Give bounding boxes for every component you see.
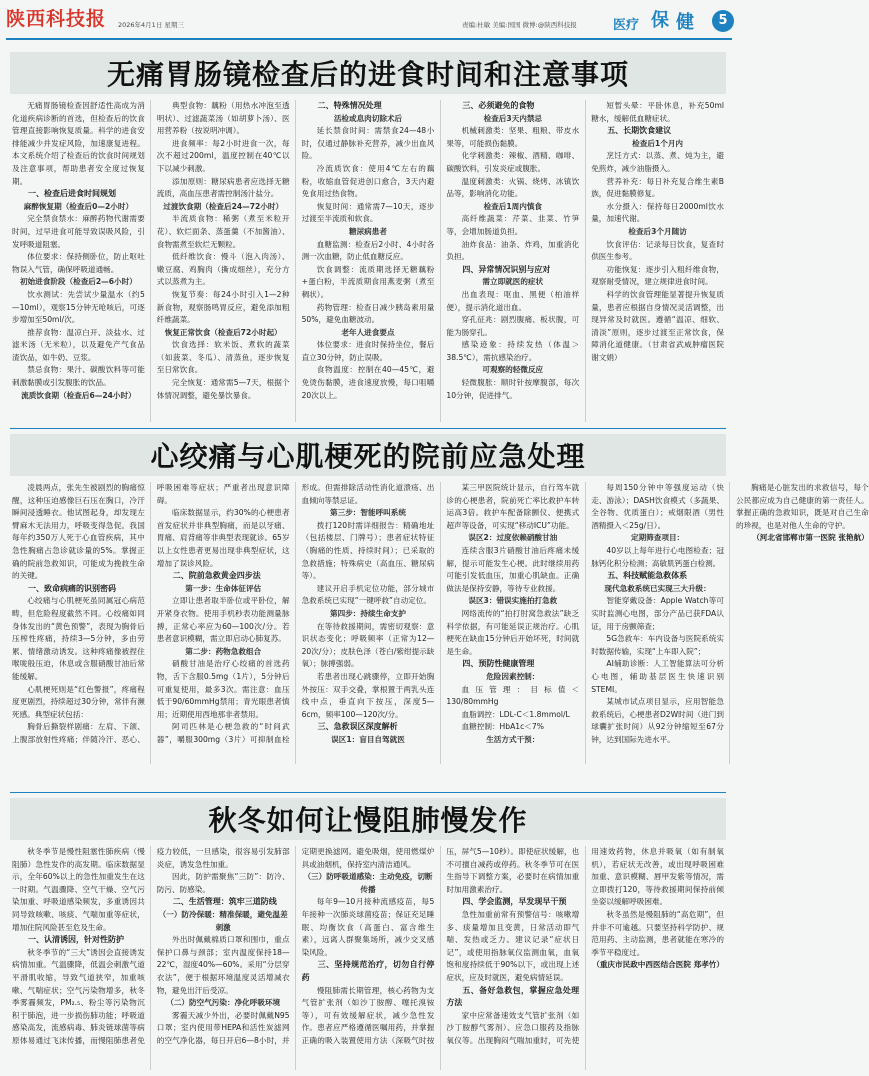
paragraph: 胸痛是心脏发出的求救信号，每个公民都应成为自己健康的第一责任人。掌握正确的急救知识，既是对自己生命的珍视，也是对他人生命的守护。 — [735, 483, 869, 530]
article1-title: 无痛胃肠镜检查后的进食时间和注意事项 — [106, 58, 629, 91]
paragraph: 心绞痛与心肌梗死虽同属冠心病范畴，但危险程度截然不同。心绞痛如同身体发出的“黄色预警”，表现为胸骨后压榨性疼痛，持续3—5分钟，多由劳累、情绪激动诱发。这种疼痛像被捏住喉咙般压迫，休息或含服硝酸甘油后常能缓解。 — [12, 596, 145, 681]
article2-title: 心绞痛与心肌梗死的院前应急处理 — [150, 440, 586, 473]
subheading: 第三步：智能呼叫系统 — [330, 508, 406, 518]
paragraph: 科学的饮食管理能显著提升恢复质量，患者应根据自身情况灵活调整，出现异常及时就医。遵循“温凉、细软、清淡”原则，逐步过渡至正常饮食，保障消化道健康。（甘肃省武威肿瘤医院 谢文娟） — [591, 289, 724, 362]
section-heading: 一、认清诱因，针对性防护 — [28, 935, 124, 945]
paragraph: 无痛胃肠镜检查因舒适性高成为消化道疾病诊断的首选，但检查后的饮食管理直接影响恢复质量。科学的进食安排能减少并发症风险，加速康复进程。本文系统介绍了检查后的饮食时间规划及注意事项，帮助患者安全度过恢复期。 — [12, 101, 145, 186]
section-heading: 五、长期饮食建议 — [607, 126, 672, 136]
paragraph: 体位要求：进食时保持坐位，餐后直立30分钟，防止误吸。 — [301, 340, 435, 362]
subheading: 糖尿病患者 — [349, 226, 387, 236]
paragraph: 化学刺激类：辣椒、酒精、咖啡、碳酸饮料，引发炎症或腹胀。 — [446, 151, 580, 173]
paragraph: 食物温度：控制在40—45℃，避免烫伤黏膜，进食速度放慢，每口咀嚼20次以上。 — [301, 365, 435, 400]
paragraph: 硝酸甘油是治疗心绞痛的首选药物，舌下含服0.5mg（1片），5分钟后可重复使用，最多3次。需注意：血压低于90/60mmHg禁用；青光眼患者慎用；近期使用西地那非者禁用。 — [156, 659, 290, 719]
header-rule — [6, 38, 732, 40]
paragraph: 网络流传的“拍打肘窝急救法”缺乏科学依据，有可能延误正规治疗。心肌梗死在缺血15分钟后开始坏死，时间就是生命。 — [446, 608, 580, 656]
section-heading: 五、科技赋能急救体系 — [607, 571, 688, 581]
paragraph: 机械刺激类：坚果、粗粮、带皮水果等，可能损伤黏膜。 — [446, 126, 580, 148]
page-header — [0, 0, 736, 38]
subheading: 检查后3天内禁忌 — [483, 113, 543, 123]
paragraph: 血脂调控：LDL-C＜1.8mmol/L — [461, 709, 570, 719]
paragraph: 秋冬季节的“三大”诱因会直接诱发病情加重。气温骤降，低温会刺激气道平滑肌收缩，导致气道狭窄，加重咳嗽、气喘症状；空气污染物增多，秋冬季雾霾频发，PM₂.₅、粉尘等污染物沉积于肺泡，进一步损伤肺功能；呼吸道感染高发，流感病毒、肺炎链球菌等病原体易通过飞沫传播，而慢阻肺患者免疫力较低，一旦感染，很容易引发肺部炎症，诱发急性加重。 — [12, 847, 290, 1045]
subheading: 检查后3个月随访 — [628, 226, 687, 236]
paragraph: 5G急救车：车内设备与医院系统实时数据传输，实现“上车即入院”； — [591, 634, 724, 656]
paragraph: 建议开启手机定位功能，部分城市急救系统已实现“一键呼救”自动定位。 — [301, 583, 435, 606]
paragraph: 饮食调整：流质期选择无糖藕粉+蛋白粉，半流质期食用燕麦粥（煮至稠状）。 — [301, 264, 435, 299]
paragraph: 每年9—10月接种流感疫苗，每5年接种一次肺炎球菌疫苗；保证充足睡眠、均衡饮食（高蛋白、富含维生素），远离人群聚集场所，减少交叉感染风险。 — [301, 897, 435, 957]
section-heading: 三、急救误区深度解析 — [317, 722, 398, 732]
paragraph: 水分摄入：保持每日2000ml饮水量，加速代谢。 — [591, 201, 724, 224]
section-heading: 四、学会监测，早发现早干预 — [462, 897, 567, 907]
subheading: 恢复正常饮食（检查后72小时起） — [164, 327, 282, 337]
paragraph: 秋冬季节是慢性阻塞性肺疾病（慢阻肺）急性发作的高发期。临床数据显示，全年60%以上的急性加重发生在这一时期。气温骤降、空气干燥、空气污染加重、呼吸道感染频发，多重诱因共同导致咳嗽、咳痰、气喘加重等症状，增加住院风险甚至危及生命。 — [12, 847, 145, 932]
paragraph: 短暂头晕：平卧休息，补充50ml糖水，缓解低血糖症状。 — [591, 101, 724, 123]
section-heading: 二、生活管理：筑牢三道防线 — [172, 897, 277, 907]
paragraph: 心肌梗死则是“红色警报”，疼痛程度更剧烈，持续超过30分钟，常伴有濒死感。典型症状包括： — [12, 684, 145, 719]
subheading: 生活方式干预： — [486, 734, 540, 744]
subheading: 初始进食阶段（检查后2—6小时） — [19, 277, 137, 287]
subheading: 第四步：持续生命支护 — [330, 608, 406, 618]
paragraph: 外出时佩戴棉质口罩和围巾，重点保护口鼻与颈部；室内温度保持18—22℃，湿度40%—60%。采用“分层穿衣法”，便于根据环境温度灵活增减衣物，避免出汗后受凉。 — [156, 935, 290, 995]
paragraph: 体位要求：保持侧卧位，防止呕吐物误入气管，确保呼吸道通畅。 — [12, 252, 145, 274]
paragraph: 禁忌食物：果汁、碳酸饮料等可能刺激黏膜或引发腹胀的饮品。 — [12, 365, 145, 388]
paragraph: 烹饪方式：以蒸、煮、炖为主，避免煎炸，减少油脂摄入。 — [591, 151, 724, 173]
section-heading: 一、检查后进食时间规划 — [28, 189, 116, 199]
subheading: 第一步：生命体征评估 — [185, 583, 262, 593]
subheading: 流质饮食期（检查后6—24小时） — [21, 390, 136, 400]
paragraph: 某三甲医院统计显示，自行驾车就诊的心梗患者，院前死亡率比救护车转运高3倍。救护车配备除颤仪、便携式超声等设备，可实现“移动ICU”功能。 — [446, 483, 580, 530]
subheading: 过渡饮食期（检查后24—72小时） — [163, 201, 284, 211]
paragraph: 某城市试点项目显示，应用智能急救系统后，心梗患者D2W时间（进门到球囊扩张时间）从92分钟缩短至67分钟，达到国际先进水平。 — [591, 697, 724, 744]
subheading: 定期筛查项目： — [631, 533, 685, 543]
paragraph: 家中应常备速效支气管扩张剂（如沙丁胺醇气雾剂）、应急口服药及指脉氧仪等。出现胸闷气喘加重时，可先使用速效药物，休息并吸氧（如有制氧机），若症状无改善，或出现呼吸困难加重、意识模糊、唇甲发紫等情况，需立即拨打120，等待救援期间保持前倾坐姿以缓解呼吸困难。 — [446, 847, 724, 1045]
article-separator — [10, 428, 726, 429]
subheading: 现代急救系统已实现三大升级： — [604, 583, 711, 593]
paragraph: 高纤维蔬菜：芹菜、韭菜、竹笋等，会增加肠道负担。 — [446, 214, 580, 236]
paragraph: 药物管理：检查日减少胰岛素用量50%，避免血糖波动。 — [301, 302, 435, 325]
article3-body — [12, 846, 724, 1070]
newspaper-masthead: 陕西科技报 — [6, 8, 107, 30]
paragraph: 低纤维饮食：慢斗（泡入肉汤）、嫩豆腐、鸡胸肉（撕成细丝），充分方式以蒸煮为主。 — [156, 252, 290, 287]
section-health: 健 — [676, 12, 694, 33]
section-char: 保 — [651, 10, 669, 31]
article2-body — [12, 482, 869, 764]
paragraph: 智能穿戴设备：Apple Watch等可实时监测心电图，部分产品已获FDA认证，用于房颤筛查； — [591, 596, 724, 631]
paragraph: 阿司匹林是心梗急救的“时间武器”，嚼服300mg（3片）可抑制血栓形成。但需排除活动性消化道溃疡、出血倾向等禁忌证。 — [156, 483, 435, 744]
subheading: 误区3：错误实施拍打急救 — [468, 596, 558, 606]
section-heading: 四、异常情况识别与应对 — [462, 264, 551, 274]
section-heading: 三、必须避免的食物 — [462, 101, 535, 110]
paragraph: 进食频率：每2小时进食一次，每次不超过200ml，温度控制在40℃以下以减少刺激。 — [156, 138, 290, 173]
section-heading: 二、院前急救黄金四步法 — [172, 571, 261, 581]
paragraph: 添加原则：糖尿病患者应选择无糖流质，高血压患者需控制汤汁盐分。 — [156, 176, 290, 199]
paragraph: 雾霾天减少外出，必要时佩戴N95口罩；室内使用带HEPA和活性炭滤网的空气净化器，每日开启6—8小时，并定期更换滤网。避免吸烟，使用燃煤炉具或油烟机，保持室内清洁通风。 — [156, 847, 435, 1045]
paragraph: 拨打120时需详细报告：精确地址（包括楼层、门牌号）；患者症状特征（胸痛的性质、持续时间）；已采取的急救措施；特殊病史（高血压、糖尿病等）。 — [301, 520, 435, 581]
paragraph: 秋冬虽然是慢阻肺的“高危期”，但并非不可逾越。只要坚持科学防护、规范用药、主动监测，患者就能在寒冷的季节平稳度过。 — [591, 909, 724, 957]
paragraph: 功能恢复：逐步引入粗纤维食物，观察耐受情况，建立规律进食时间。 — [591, 264, 724, 287]
article1-body — [12, 100, 724, 422]
article2-title-banner — [10, 434, 726, 476]
subheading: 危险因素控制： — [486, 671, 540, 681]
paragraph: 慢阻肺需长期管理，核心药物为支气管扩张剂（如沙丁胺醇、噻托溴铵等），可有效缓解症状，减少急性发作。患者应严格遵循医嘱用药，并掌握正确的吸入装置使用方法（深吸气时按压，屏气5—10秒）。即使症状缓解，也不可擅自减药或停药。秋冬季节可在医生指导下调整方案，必要时在病情加重时加用激素治疗。 — [301, 847, 580, 1045]
section-heading: 一、致命病痛的识别密码 — [28, 583, 116, 593]
subheading: 需立即就医的症状 — [482, 277, 544, 287]
author-signature: （重庆市民政中西医结合医院 郑孝竹） — [592, 960, 724, 970]
paragraph: 急性加重前常有预警信号：咳嗽增多、痰量增加且变黄，日常活动即气喘、发热或乏力。建议记录“症状日记”，或使用指脉氧仪监测血氧，血氧饱和度持续低于90%以下，或出现上述症状，应及时就医，避免病情延误。 — [446, 909, 580, 982]
paragraph: 因此，防护需聚焦“三防”：防冷、防污、防感染。 — [156, 872, 290, 894]
page-number: 5 — [712, 10, 734, 32]
article1-title-banner — [10, 52, 726, 94]
paragraph: 温度刺激类：火锅、烧烤、冰镇饮品等，影响消化功能。 — [446, 176, 580, 199]
issue-date: 2026年4月1日 星期三 — [118, 21, 184, 29]
paragraph: 穿孔征兆：剧烈腹痛、板状腹，可能为肠穿孔。 — [446, 315, 580, 337]
article3-title: 秋冬如何让慢阻肺慢发作 — [208, 804, 528, 837]
paragraph: 饮食选择：软米饭、煮软的蔬菜（如菠菜、冬瓜）、清蒸鱼，逐步恢复至日常饮食。 — [156, 340, 290, 375]
paragraph: 推荐食物：温凉白开、淡盐水、过滤米汤（无米粒），以及避免产气食品渣饮品，如牛奶、豆浆。 — [12, 327, 145, 362]
paragraph: AI辅助诊断：人工智能算法可分析心电图，辅助基层医生快速识别STEMI。 — [591, 659, 724, 694]
paragraph: 若患者出现心跳骤停，立即开始胸外按压：双手交叠，掌根置于两乳头连线中点，垂直向下按压，深度5—6cm，频率100—120次/分。 — [301, 671, 435, 719]
section-name: 医疗 — [613, 18, 640, 33]
subheading: 第二步：药物急救组合 — [185, 646, 262, 656]
editor-info: 责编:杜敏 美编:国国 微博:@陕西科技报 — [462, 21, 577, 29]
subheading: （三）防呼吸道感染：主动免疫，切断传播 — [303, 872, 433, 894]
paragraph: 半流质食物：稀粥（煮至米粒开花）、软烂面条、蒸蛋羹（不加酱油）、食物需煮至软烂无颗粒。 — [156, 214, 290, 249]
paragraph: 40岁以上每年进行心电图检查；冠脉钙化积分检测；高敏肌钙蛋白检测。 — [591, 545, 724, 568]
paragraph: 在等待救援期间，需密切观察：意识状态变化；呼吸频率（正常为12—20次/分）；皮肤色泽（苍白/紫绀提示缺氧）；脉搏强弱。 — [301, 621, 435, 669]
paragraph: 血糖控制：HbA1c＜7% — [461, 722, 544, 732]
subheading: 检查后1个月内 — [632, 138, 684, 148]
paragraph: 感染迹象：持续发热（体温＞38.5℃），需抗感染治疗。 — [446, 340, 580, 362]
subheading: 可观察的轻微反应 — [482, 365, 544, 375]
article3-title-banner — [10, 798, 726, 840]
paragraph: 血糖监测：检查后2小时、4小时各测一次血糖，防止低血糖反应。 — [301, 239, 435, 262]
paragraph: 恢复节奏：每24小时引入1—2种新食物，观察肠鸣胃反应，避免添加粗纤维蔬菜。 — [156, 289, 290, 325]
paragraph: 每周150分钟中等强度运动（快走、游泳）；DASH饮食模式（多蔬果、全谷物、优质蛋白）；戒烟限酒（男性酒精摄入＜25g/日）。 — [591, 483, 724, 530]
article-separator — [10, 792, 726, 793]
paragraph: 营养补充：每日补充复合维生素B族，促进黏膜修复。 — [591, 176, 724, 199]
paragraph: 完全禁食禁水：麻醉药物代谢需要时间，过早进食可能导致误吸风险，引发呼吸道阻塞。 — [12, 214, 145, 249]
subheading: （二）防空气污染：净化呼吸环境 — [166, 998, 281, 1008]
paragraph: 油炸食品：油条、炸鸡，加重消化负担。 — [446, 239, 580, 262]
subheading: 麻醉恢复期（检查后0—2小时） — [23, 201, 134, 211]
paragraph: 胸骨后撕裂样剧痛：左肩、下颌、上腹部放射性疼痛；伴随冷汗、恶心、呼吸困难等症状；严重者出现意识障碍。 — [12, 483, 290, 744]
paragraph: 临床数据显示，约30%的心梗患者首发症状并非典型胸痛，而是以牙痛、胃痛、肩背痛等非典型表现就诊。65岁以上女性患者更易出现非典型症状，这增加了误诊风险。 — [156, 508, 290, 568]
subheading: 检查后1周内慎食 — [483, 201, 543, 211]
section-heading: 四、预防性健康管理 — [462, 659, 535, 669]
subheading: 老年人进食要点 — [341, 327, 395, 337]
paragraph: 立即让患者取半卧位或平卧位，解开紧身衣物。使用手机秒表功能测量脉搏，正常心率应为60—100次/分。若患者意识模糊，需立即启动心肺复苏。 — [156, 596, 290, 644]
paragraph: 轻微腹胀：顺时针按摩腹部，每次10分钟，促进排气。 — [446, 378, 580, 400]
paragraph: 延长禁食时间：需禁食24—48小时，仅通过静脉补充营养，减少出血风险。 — [301, 126, 435, 161]
subheading: 误区1：盲目自驾就医 — [331, 734, 405, 744]
paragraph: 冷流质饮食：使用4℃左右的藕粉，收缩血管促进创口愈合，3天内避免食用过热食物。 — [301, 163, 435, 199]
paragraph: 完全恢复：通常需5—7天，根据个体情况调整，避免暴饮暴食。 — [156, 378, 290, 400]
section-heading: 五、备好急救包，掌握应急处理方法 — [446, 985, 580, 1008]
paragraph: 饮水测试：先尝试少量温水（约5—10ml），观察15分钟无呛咳后，可逐步增加至50ml/次。 — [12, 289, 145, 325]
paragraph: 连续含服3片硝酸甘油后疼痛未缓解，提示可能发生心梗。此时继续用药可能引发低血压，加重心肌缺血。正确做法是保持安静，等待专业救援。 — [446, 545, 580, 593]
author-signature: （河北省邯郸市第一医院 张艳航） — [752, 533, 869, 543]
section-heading: 三、坚持规范治疗，切勿自行停药 — [301, 960, 435, 982]
paragraph: 恢复时间：通常需7—10天，逐步过渡至半流质和软食。 — [301, 201, 435, 224]
paragraph: 凌晨两点，张先生被剧烈的胸痛惊醒，这种压迫感像巨石压在胸口，冷汗瞬间浸透睡衣。他试图起身，却发现左臂麻木无法用力，呼吸变得急促。我国每年约350万人死于心血管疾病，其中急性胸痛占急诊就诊量的5%。掌握正确的院前急救知识，可能成为挽救生命的关键。 — [12, 483, 145, 581]
paragraph: 出血表现：呕血、黑便（柏油样便），提示消化道出血。 — [446, 289, 580, 312]
subheading: 误区2：过度依赖硝酸甘油 — [468, 533, 558, 543]
subheading: （一）防冷保暖：精准保暖，避免温差刺激 — [158, 909, 288, 932]
paragraph: 典型食物：藕粉（用热水冲泡至透明状）、过滤蔬菜汤（如胡萝卜汤）、医用营养粉（按说明冲调）。 — [156, 101, 290, 136]
paragraph: 血压管理：目标值＜130/80mmHg — [446, 684, 580, 707]
paragraph: 饮食评估：记录每日饮食，复查时供医生参考。 — [591, 239, 724, 262]
subheading: 活检或息肉切除术后 — [333, 113, 403, 123]
section-heading: 二、特殊情况处理 — [317, 101, 382, 110]
